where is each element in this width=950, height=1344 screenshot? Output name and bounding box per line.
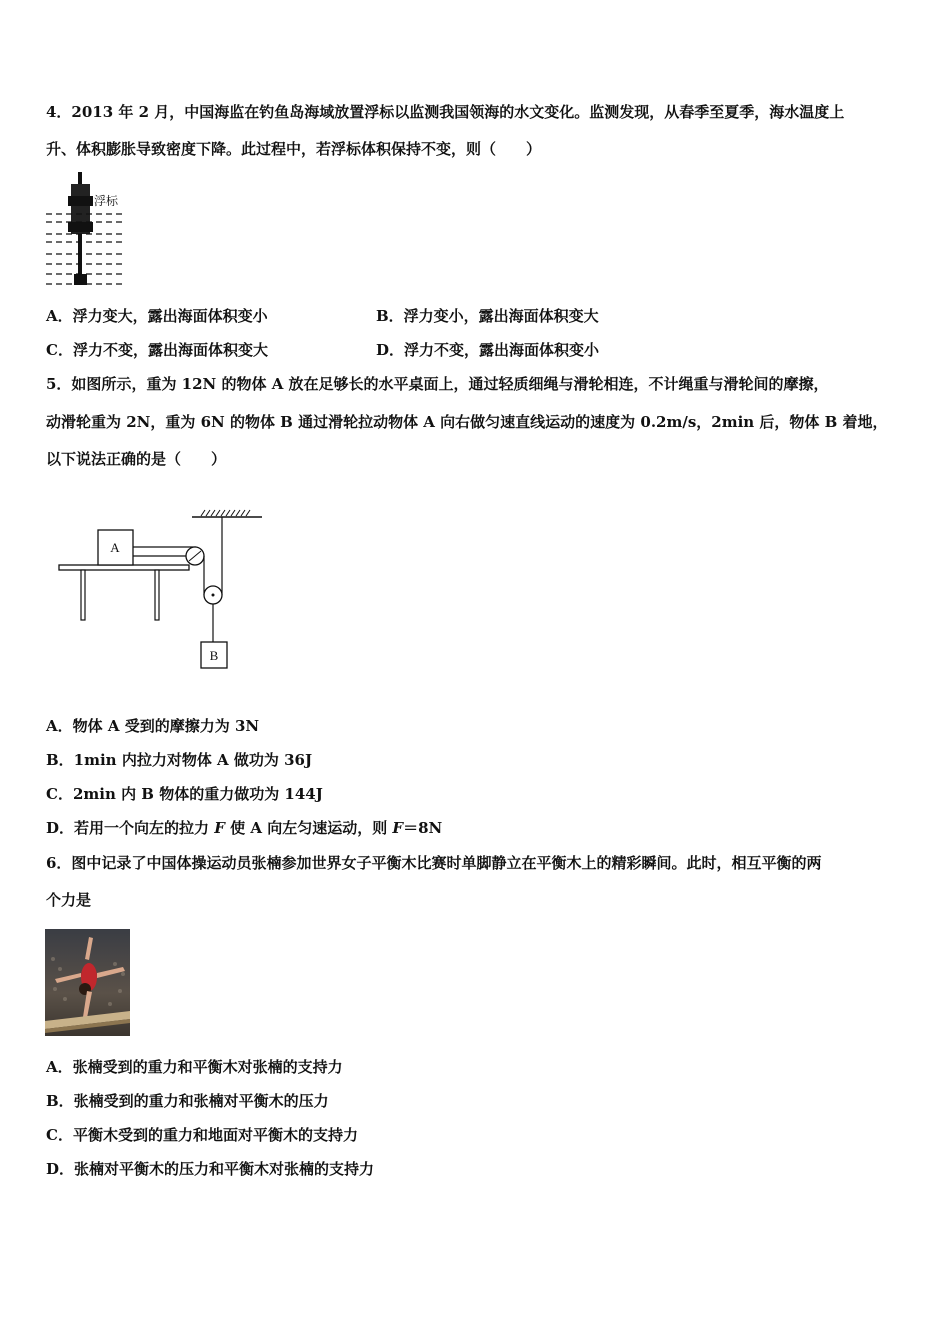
q6-option-b[interactable]: B．张楠受到的重力和张楠对平衡木的压力 — [46, 1092, 329, 1110]
q5-option-b[interactable]: B．1min 内拉力对物体 A 做功为 36J — [46, 751, 313, 769]
force-variable: F — [214, 819, 225, 837]
q6-option-c[interactable]: C．平衡木受到的重力和地面对平衡木的支持力 — [46, 1126, 358, 1144]
force-variable: F — [392, 819, 404, 837]
q5-option-d-suffix: ＝8N — [403, 819, 443, 837]
q4-option-a[interactable]: A．浮力变大，露出海面体积变小 — [46, 307, 268, 325]
q5-stem-line-1: 5．如图所示，重为 12N 的物体 A 放在足够长的水平桌面上，通过轻质细绳与滑轮相连，不计绳重与滑轮间的摩擦， — [46, 375, 829, 393]
q5-option-d[interactable] — [46, 818, 442, 838]
buoy-label: 浮标 — [94, 194, 119, 208]
q5-option-a[interactable]: A．物体 A 受到的摩擦力为 3N — [46, 717, 260, 735]
q5-option-d-prefix: D．若用一个向左的拉力 — [46, 819, 215, 837]
q4-stem-line-2: 升、体积膨胀导致密度下降。此过程中，若浮标体积保持不变，则（ ） — [46, 140, 542, 158]
pulley-figure — [55, 503, 270, 675]
q5-option-d-mid: 使 A 向左匀速运动，则 — [224, 819, 393, 837]
buoy-figure — [44, 172, 128, 290]
q4-stem-line-1: 4．2013 年 2 月，中国海监在钓鱼岛海域放置浮标以监测我国领海的水文变化。监测发现，从春季至夏季，海水温度上 — [46, 103, 845, 121]
q4-option-b[interactable]: B．浮力变小，露出海面体积变大 — [376, 307, 599, 325]
q4-option-d[interactable]: D．浮力不变，露出海面体积变小 — [376, 341, 600, 359]
q6-stem-line-2: 个力是 — [46, 891, 92, 909]
q4-option-c[interactable]: C．浮力不变，露出海面体积变大 — [46, 341, 268, 359]
q6-option-d[interactable]: D．张楠对平衡木的压力和平衡木对张楠的支持力 — [46, 1160, 375, 1178]
q6-stem-line-1: 6．图中记录了中国体操运动员张楠参加世界女子平衡木比赛时单脚静立在平衡木上的精彩瞬间。此时，相互平衡的两 — [46, 854, 822, 872]
q5-stem-line-2: 动滑轮重为 2N，重为 6N 的物体 B 通过滑轮拉动物体 A 向右做匀速直线运动的速度为 0.2m/s，2min 后，物体 B 着地， — [46, 413, 888, 431]
q6-option-a[interactable]: A．张楠受到的重力和平衡木对张楠的支持力 — [46, 1058, 343, 1076]
q5-stem-line-3: 以下说法正确的是（ ） — [46, 450, 227, 468]
block-a-label: A — [110, 540, 120, 555]
gymnast-photo — [45, 929, 130, 1036]
q5-option-c[interactable]: C．2min 内 B 物体的重力做功为 144J — [46, 785, 323, 803]
block-b-label: B — [209, 648, 219, 663]
